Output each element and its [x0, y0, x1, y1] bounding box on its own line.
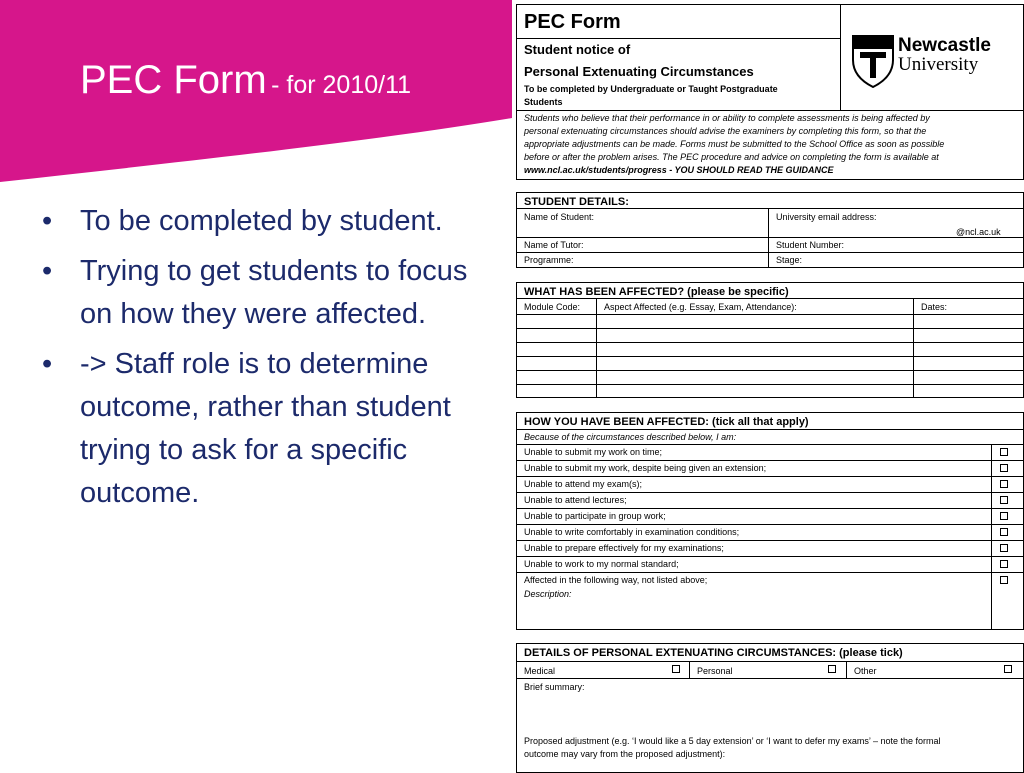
- checkbox-icon: [1000, 528, 1008, 536]
- form-subtitle: To be completed by Undergraduate or Taught Postgraduate: [524, 84, 778, 94]
- adjustment-label: outcome may vary from the proposed adjustment):: [524, 749, 726, 759]
- university-logo: [850, 32, 1020, 92]
- affect-item: Unable to participate in group work;: [524, 511, 666, 521]
- section-heading: DETAILS OF PERSONAL EXTENUATING CIRCUMSTANCES: (please tick): [524, 647, 903, 659]
- category-label: Other: [854, 666, 877, 676]
- affect-item: Unable to prepare effectively for my examinations;: [524, 543, 724, 553]
- affect-item: Unable to submit my work on time;: [524, 447, 663, 457]
- checkbox-icon: [1000, 464, 1008, 472]
- bullet-item: • -> Staff role is to determine outcome, rather than student trying to ask for a specific outcome.: [40, 343, 480, 515]
- form-subtitle: Personal Extenuating Circumstances: [524, 64, 754, 79]
- checkbox-icon: [1000, 560, 1008, 568]
- field-label: Stage:: [776, 255, 803, 265]
- affect-item: Unable to attend lectures;: [524, 495, 627, 505]
- section-heading: STUDENT DETAILS:: [524, 196, 629, 208]
- section-heading: HOW YOU HAVE BEEN AFFECTED: (tick all that apply): [524, 416, 809, 428]
- checkbox-icon: [1000, 512, 1008, 520]
- field-label: Name of Student:: [524, 212, 595, 222]
- checkbox-icon: [1000, 544, 1008, 552]
- checkbox-icon: [1000, 480, 1008, 488]
- bullet-list: [40, 200, 480, 522]
- intro-line: Students who believe that their performance in or ability to complete assessments is being affected by: [524, 113, 930, 123]
- checkbox-icon: [1004, 665, 1012, 673]
- form-subtitle: Student notice of: [524, 42, 631, 57]
- affect-item: Unable to submit my work, despite being given an extension;: [524, 463, 767, 473]
- affect-item: Unable to attend my exam(s);: [524, 479, 643, 489]
- checkbox-icon: [828, 665, 836, 673]
- crest-icon: [850, 34, 896, 88]
- intro-line: before or after the problem arises. The PEC procedure and advice on completing the form is available at: [524, 152, 939, 162]
- checkbox-icon: [1000, 576, 1008, 584]
- affect-item: Unable to write comfortably in examination conditions;: [524, 527, 740, 537]
- section-heading: WHAT HAS BEEN AFFECTED? (please be specific): [524, 286, 789, 298]
- bullet-item: • Trying to get students to focus on how they were affected.: [40, 250, 480, 336]
- field-label: @ncl.ac.uk: [956, 227, 1001, 237]
- intro-line: appropriate adjustments can be made. Forms must be submitted to the School Office as soon as possible: [524, 139, 945, 149]
- intro-line: personal extenuating circumstances should advise the examiners by completing this form, so that the: [524, 126, 927, 136]
- summary-label: Brief summary:: [524, 682, 585, 692]
- slide-title-sub: - for 2010/11: [271, 71, 412, 99]
- field-label: Name of Tutor:: [524, 240, 584, 250]
- checkbox-icon: [672, 665, 680, 673]
- intro-line: www.ncl.ac.uk/students/progress - YOU SHOULD READ THE GUIDANCE: [524, 165, 834, 175]
- field-label: Programme:: [524, 255, 574, 265]
- adjustment-label: Proposed adjustment (e.g. ‘I would like a 5 day extension’ or ‘I want to defer my exams’ – note the formal: [524, 736, 941, 746]
- checkbox-icon: [1000, 448, 1008, 456]
- column-header: Module Code:: [524, 302, 581, 312]
- logo-text: Newcastle: [898, 35, 991, 56]
- slide-title-main: PEC Form: [80, 58, 267, 102]
- description-label: Description:: [524, 589, 572, 599]
- logo-text: University: [898, 54, 979, 75]
- form-title: PEC Form: [524, 11, 621, 33]
- form-subtitle: Students: [524, 97, 563, 107]
- affect-item: Affected in the following way, not listed above;: [524, 575, 708, 585]
- column-header: Aspect Affected (e.g. Essay, Exam, Attendance):: [604, 302, 797, 312]
- pec-form-image: [512, 0, 1024, 768]
- slide-title: [80, 58, 411, 103]
- category-label: Personal: [697, 666, 733, 676]
- section-intro: Because of the circumstances described below, I am:: [524, 432, 737, 442]
- column-header: Dates:: [921, 302, 948, 312]
- checkbox-icon: [1000, 496, 1008, 504]
- bullet-item: • To be completed by student.: [40, 200, 480, 243]
- field-label: Student Number:: [776, 240, 845, 250]
- field-label: University email address:: [776, 212, 877, 222]
- category-label: Medical: [524, 666, 556, 676]
- affect-item: Unable to work to my normal standard;: [524, 559, 679, 569]
